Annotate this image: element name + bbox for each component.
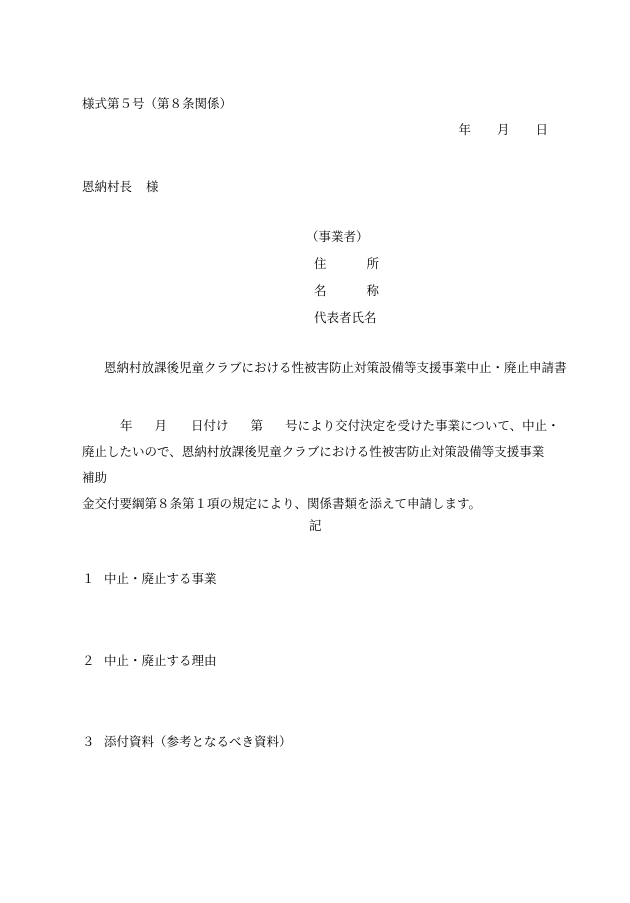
form-label: 様式第５号（第８条関係） xyxy=(82,96,233,111)
item-3 xyxy=(82,736,292,749)
item-3-number: ３ xyxy=(82,734,95,749)
ki-heading: 記 xyxy=(309,518,322,533)
date-year: 年 xyxy=(458,122,471,137)
address-char-2: 所 xyxy=(366,256,380,271)
item-2 xyxy=(82,655,217,668)
date-line xyxy=(458,124,548,137)
applicant-caption: （事業者） xyxy=(306,229,369,244)
applicant-address-label xyxy=(314,258,379,271)
item-2-number: ２ xyxy=(82,653,95,668)
body-number-prefix: 第 xyxy=(250,418,264,433)
body-line-3: 金交付要綱第８条第１項の規定により、関係書類を添えて申請します。 xyxy=(82,496,482,511)
applicant-name-label xyxy=(314,285,379,298)
applicant-representative-label: 代表者氏名 xyxy=(314,310,377,325)
item-1 xyxy=(82,573,217,586)
item-3-label: 添付資料（参考となるべき資料） xyxy=(104,734,292,749)
date-day: 日 xyxy=(535,122,548,137)
body-line-1-rest: 号により交付決定を受けた事業について、中止・ xyxy=(285,418,560,433)
item-2-label: 中止・廃止する理由 xyxy=(104,653,217,668)
body-line-1 xyxy=(82,413,560,439)
body-paragraph xyxy=(82,413,560,517)
address-char-1: 住 xyxy=(314,256,327,271)
addressee-name: 恩納村長 xyxy=(82,179,133,194)
body-year: 年 xyxy=(120,418,133,433)
item-1-number: １ xyxy=(82,571,95,586)
addressee xyxy=(82,181,159,194)
body-dated: 日付け xyxy=(191,418,229,433)
name-char-2: 称 xyxy=(366,283,380,298)
body-line-2: 廃止したいので、恩納村放課後児童クラブにおける性被害防止対策設備等支援事業補助 xyxy=(82,444,545,485)
document-title: 恩納村放課後児童クラブにおける性被害防止対策設備等支援事業中止・廃止申請書 xyxy=(104,360,567,375)
date-month: 月 xyxy=(496,122,510,137)
item-1-label: 中止・廃止する事業 xyxy=(104,571,217,586)
body-month: 月 xyxy=(154,418,168,433)
addressee-honorific: 様 xyxy=(146,179,159,194)
name-char-1: 名 xyxy=(314,283,327,298)
